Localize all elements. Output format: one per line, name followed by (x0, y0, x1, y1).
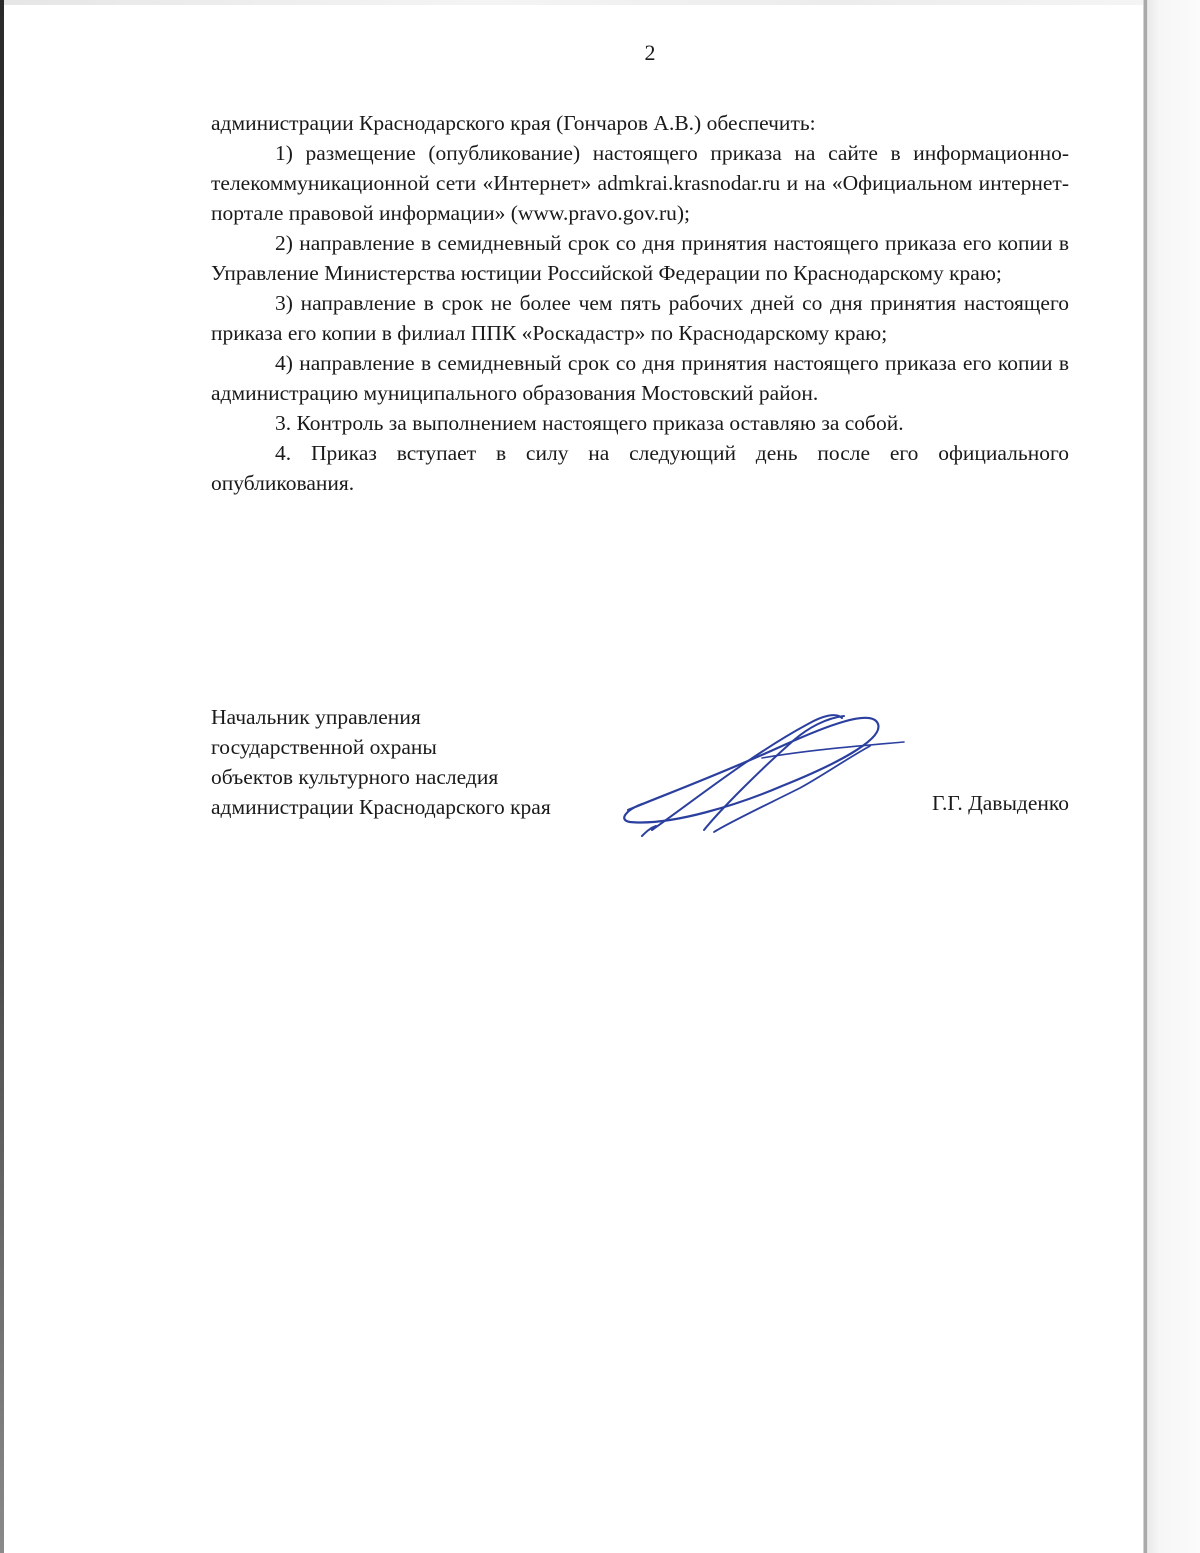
signer-title-line: государственной охраны (211, 735, 437, 759)
document-body (211, 108, 1069, 498)
signature-stroke (714, 746, 870, 832)
signer-title-line: администрации Краснодарского края (211, 795, 551, 819)
paragraph-item-4: 4) направление в семидневный срок со дня принятия настоящего приказа его копии в администрацию муниципального образования Мостовский район. (211, 351, 1069, 405)
scan-left-edge (0, 0, 4, 1553)
paragraph-control: 3. Контроль за выполнением настоящего приказа оставляю за собой. (275, 411, 904, 435)
handwritten-signature (612, 706, 912, 846)
page-number: 2 (644, 40, 656, 65)
scan-right-edge (1143, 0, 1200, 1553)
signature-stroke (624, 718, 878, 823)
signer-title-line: Начальник управления (211, 705, 421, 729)
paragraph-item-3: 3) направление в срок не более чем пять рабочих дней со дня принятия настоящего приказа его копии в филиал ППК «Роскадастр» по Краснодарскому краю; (211, 291, 1069, 345)
signer-title-line: объектов культурного наследия (211, 765, 499, 789)
paragraph-effective: 4. Приказ вступает в силу на следующий день после его официального опубликования. (211, 441, 1069, 495)
signature-stroke (704, 716, 844, 830)
paragraph-item-1: 1) размещение (опубликование) настоящего приказа на сайте в информационно-телекоммуникационной сети «Интернет» admkrai.krasnodar.ru и на «Официальном интернет-портале правовой информации» (www.pravo.gov.ru); (211, 141, 1069, 225)
signature-stroke (642, 826, 656, 836)
paragraph-item-2: 2) направление в семидневный срок со дня принятия настоящего приказа его копии в Управление Министерства юстиции Российской Федерации по Краснодарскому краю; (211, 231, 1069, 285)
scan-top-edge (0, 0, 1200, 5)
signer-name: Г.Г. Давыденко (931, 791, 1069, 815)
paragraph-intro: администрации Краснодарского края (Гончаров А.В.) обеспечить: (211, 111, 816, 135)
scan-right-line (1144, 0, 1147, 1553)
